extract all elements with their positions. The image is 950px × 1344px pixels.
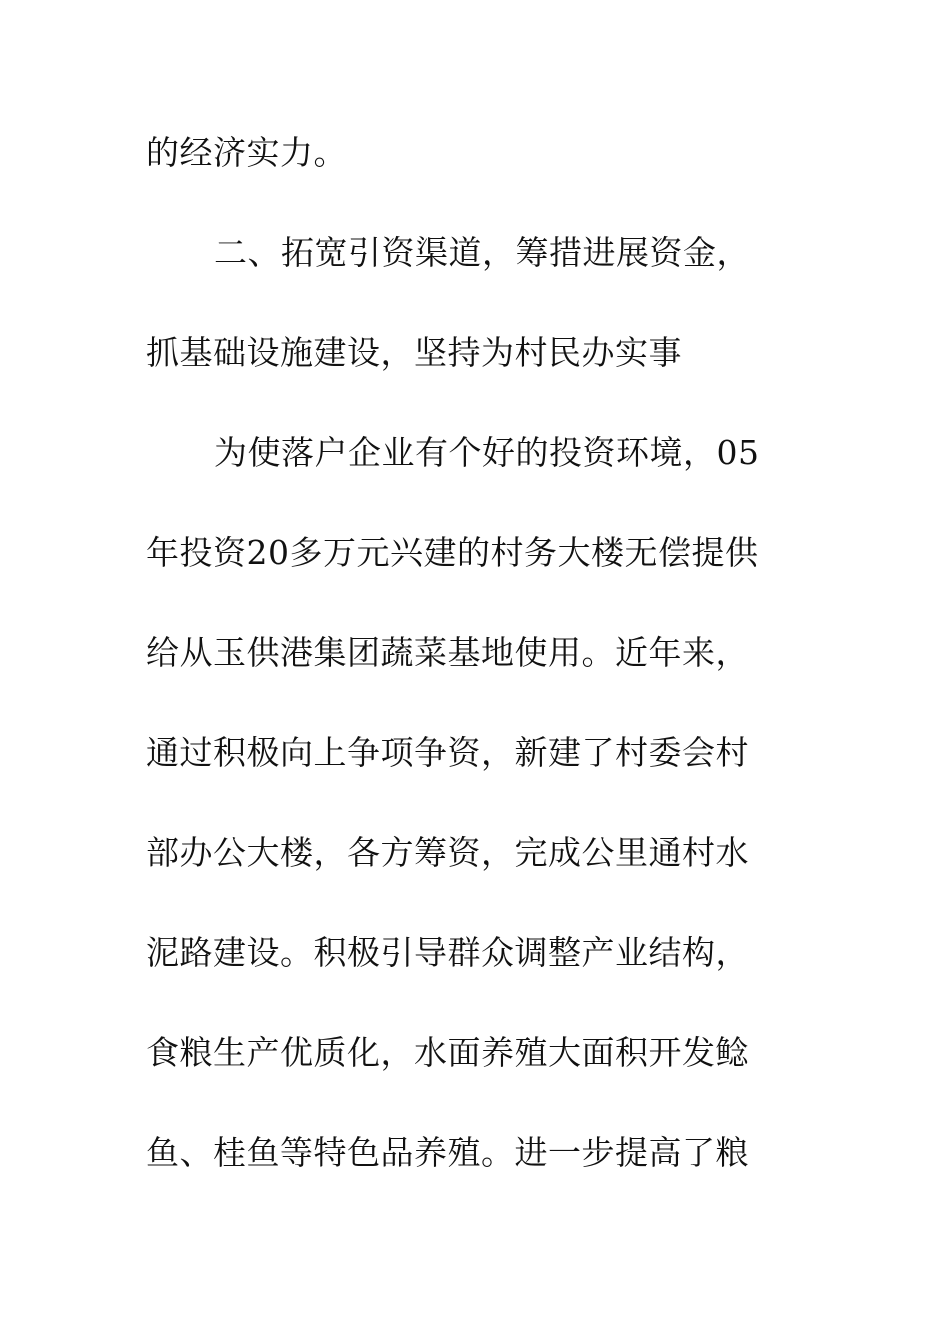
text-line: 为使落户企业有个好的投资环境，05 (214, 433, 760, 472)
text-line: 给从玉供港集团蔬菜基地使用。近年来， (146, 633, 749, 672)
section-heading-line: 抓基础设施建设，坚持为村民办实事 (146, 333, 682, 372)
text-line: 年投资20多万元兴建的村务大楼无偿提供 (146, 533, 759, 572)
text-line: 泥路建设。积极引导群众调整产业结构， (146, 933, 749, 972)
text-line: 食粮生产优质化，水面养殖大面积开发鲶 (146, 1033, 749, 1072)
text-line: 通过积极向上争项争资，新建了村委会村 (146, 733, 749, 772)
text-line: 的经济实力。 (146, 133, 347, 172)
text-line: 鱼、桂鱼等特色品养殖。进一步提高了粮 (146, 1133, 749, 1172)
section-heading-line: 二、拓宽引资渠道，筹措进展资金， (214, 233, 750, 272)
text-line: 部办公大楼，各方筹资，完成公里通村水 (146, 833, 749, 872)
